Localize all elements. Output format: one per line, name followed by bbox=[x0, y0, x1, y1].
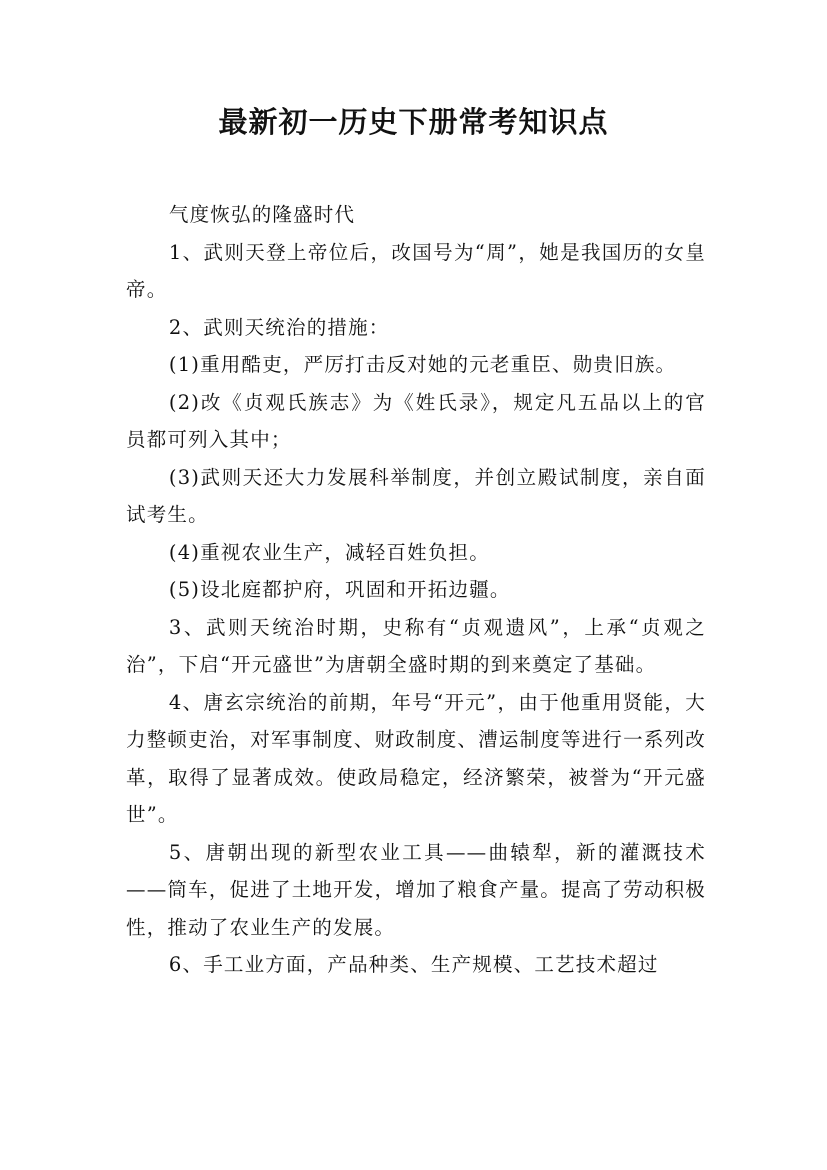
page-title: 最新初一历史下册常考知识点 bbox=[218, 105, 609, 139]
paragraph-1: 1、武则天登上帝位后，改国号为“周”，她是我国历的女皇帝。 bbox=[126, 240, 706, 301]
paragraph-2-item-3: (3)武则天还大力发展科举制度，并创立殿试制度，亲自面试考生。 bbox=[126, 465, 706, 526]
paragraph-2-item-1: (1)重用酷吏，严厉打击反对她的元老重臣、勋贵旧族。 bbox=[168, 353, 677, 376]
document-body bbox=[126, 196, 706, 984]
paragraph-3: 3、武则天统治时期，史称有“贞观遗风”，上承“贞观之治”，下启“开元盛世”为唐朝全盛时期的到来奠定了基础。 bbox=[126, 615, 706, 676]
paragraph-2: 2、武则天统治的措施： bbox=[168, 315, 390, 339]
paragraph-4: 4、唐玄宗统治的前期，年号“开元”，由于他重用贤能，大力整顿吏治，对军事制度、财政制度、漕运制度等进行一系列改革，取得了显著成效。使政局稳定，经济繁荣，被誉为“开元盛世”。 bbox=[126, 690, 706, 826]
paragraph-5: 5、唐朝出现的新型农业工具——曲辕犁，新的灌溉技术——筒车，促进了土地开发，增加了粮食产量。提高了劳动积极性，推动了农业生产的发展。 bbox=[126, 840, 706, 939]
paragraph-6: 6、手工业方面，产品种类、生产规模、工艺技术超过 bbox=[168, 953, 659, 976]
paragraph-2-item-4: (4)重视农业生产，减轻百姓负担。 bbox=[168, 540, 490, 564]
paragraph-2-item-2: (2)改《贞观氏族志》为《姓氏录》，规定凡五品以上的官员都可列入其中； bbox=[126, 390, 706, 451]
section-heading: 气度恢弘的隆盛时代 bbox=[168, 203, 356, 226]
paragraph-2-item-5: (5)设北庭都护府，巩固和开拓边疆。 bbox=[168, 578, 511, 601]
